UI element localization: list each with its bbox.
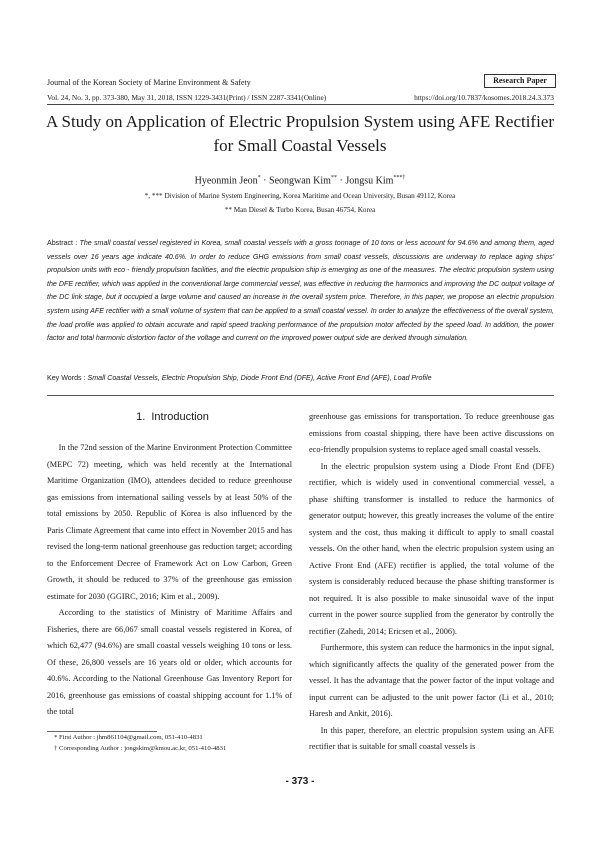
keywords-label: Key Words :	[47, 374, 88, 382]
keywords	[47, 374, 554, 382]
doi-link[interactable]: https://doi.org/10.7837/kosomes.2018.24.3.373	[414, 93, 554, 102]
paragraph: In this paper, therefore, an electric propulsion system using an AFE rectifier that is suitable for small coastal vessels is	[309, 725, 554, 751]
article-type-badge: Research Paper	[484, 74, 556, 88]
author-2: Seongwan Kim	[269, 175, 331, 187]
paper-title	[30, 110, 570, 158]
footnote-first-author: * First Author : jhm861104@gmail.com, 051-410-4831	[54, 734, 203, 741]
author-separator: ·	[336, 175, 346, 187]
section-number: 1.	[136, 411, 146, 423]
body-column-right	[309, 409, 554, 756]
author-1-mark: *	[257, 175, 261, 181]
journal-name: Journal of the Korean Society of Marine Environment & Safety	[47, 78, 251, 87]
page-number: - 373 -	[285, 776, 315, 787]
author-3-mark: ***†	[393, 175, 406, 181]
title-line-2: for Small Coastal Vessels	[213, 136, 387, 155]
section-heading	[47, 411, 292, 423]
paragraph: According to the statistics of Ministry of Maritime Affairs and Fisheries, there are 66,067 small coastal vessels registered in Korea, of which 62,477 (94.6%) are small coastal vessels weighing 10 tons or less. Of these, 26,800 vessels are 16 years old or older, which accounts for 40.6%. According to the National Greenhouse Gas Inventory Report for 2016, greenhouse gas emissions of coastal shipping account for 1.1% of the total	[47, 608, 292, 716]
paragraph: greenhouse gas emissions for transportation. To reduce greenhouse gas emissions from coastal shipping, there have been active discussions on eco-friendly propulsion systems to replace aged small coastal vessels.	[309, 412, 554, 454]
footnote-corresponding-author: † Corresponding Author : jongskim@kmou.ac.kr, 051-410-4831	[54, 745, 227, 752]
affiliation-2: ** Man Diesel & Turbo Korea, Busan 46754, Korea	[224, 206, 376, 214]
header-divider	[47, 104, 554, 105]
paragraph: In the 72nd session of the Marine Environment Protection Committee (MEPC 72) meeting, which was held recently at the International Maritime Organization (IMO), attendees decided to reduce greenhouse gas emissions from international sailing vessels by at least 50% of the total emissions by 2050. Republic of Korea is also influenced by the Paris Climate Agreement that came into effect in November 2015 and has revised the long-term national greenhouse gas reduction target; according to the Enforcement Decree of Framework Act on Low Carbon, Green Growth, it should be reduced to 37% of the greenhouse gas emission estimate for 2030 (GGIRC, 2016; Kim et al., 2009).	[47, 443, 292, 601]
abstract-label: Abstract :	[47, 239, 80, 247]
affiliation-1: *, *** Division of Marine System Engineering, Korea Maritime and Ocean University, Busan 49112, Korea	[144, 192, 456, 200]
author-separator: ·	[260, 175, 270, 187]
title-line-1: A Study on Application of Electric Propulsion System using AFE Rectifier	[45, 112, 555, 131]
abstract-divider	[47, 395, 554, 396]
author-1: Hyeonmin Jeon	[194, 175, 258, 187]
author-list	[0, 175, 600, 186]
section-title: Introduction	[151, 411, 209, 423]
author-2-mark: **	[330, 175, 337, 181]
paragraph: In the electric propulsion system using a Diode Front End (DFE) rectifier, which is widely used in conventional commercial vessel, a phase shifting transformer is installed to reduce the harmonics of generator output; however, this greatly increases the volume of the entire system and the cost, thus making it difficult to apply to small coastal vessels. On the other hand, when the electric propulsion system using an Active Front End (AFE) rectifier is applied, the total volume of the system is considerably reduced because the phase shifting transformer is not required. It is also possible to make sinusoidal wave of the input current in the power source supplied from the generator by controlly the rectifier (Zahedi, 2014; Ericsen et al., 2006).	[309, 461, 554, 636]
body-column-left	[47, 440, 292, 721]
abstract-text: The small coastal vessel registered in Korea, small coastal vessels with a gross tonnage of 10 tons or less account for 94.6% and among them, aged vessels over 16 years age indicate 40.6%. In order to reduce GHG emissions from small coast vessels, discussions are underway to replace aging ships' propulsion units with eco - friendly propulsion facilities, and the electric propulsion ship is emerging as one of the measures. The electric propulsion system using the DFE rectifier, which was applied in the conventional large commercial vessel, was effective in reducing the harmonics and improving the DC output voltage of the DC link stage, but it occupied a large volume and caused an increase in the overall system price. Therefore, in this paper, we propose an electric propulsion system using AFE rectifier with a small volume of system that can be applied to a small coastal vessel. In order to analyze the effectiveness of the overall system, the load profile was applied to obtain accurate and rapid speed tracking performance of the propulsion motor affected by the speed load. In addition, the power factor and total harmonic distortion factor of the voltage and current on the improved power output side are derived through simulation.	[47, 239, 554, 343]
footnote-divider	[47, 731, 157, 732]
abstract	[47, 237, 554, 346]
author-3: Jongsu Kim	[345, 175, 394, 187]
paragraph: Furthermore, this system can reduce the harmonics in the input signal, which significantly affects the quality of the generated power from the vessel. It has the advantage that the power factor of the input voltage and input current can be adjusted to the unit power factor (Li et al., 2010; Haresh and Ankit, 2016).	[309, 643, 554, 718]
volume-info: Vol. 24, No. 3, pp. 373-380, May 31, 2018, ISSN 1229-3431(Print) / ISSN 2287-3341(Online)	[47, 93, 327, 102]
keywords-text: Small Coastal Vessels, Electric Propulsion Ship, Diode Front End (DFE), Active Front End (AFE), Load Profile	[87, 374, 432, 382]
